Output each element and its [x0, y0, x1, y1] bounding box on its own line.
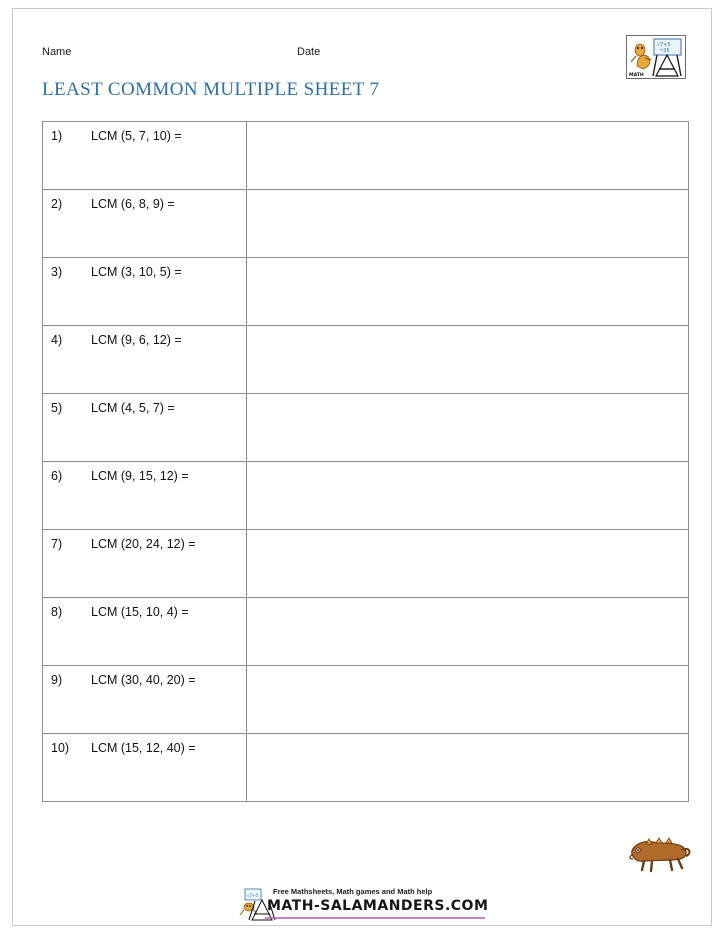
footer: [0, 887, 728, 926]
question-text: LCM (15, 10, 4) =: [91, 605, 189, 619]
question-cell: [43, 258, 247, 326]
question-number: 7): [51, 537, 63, 551]
footer-tagline: Free Mathsheets, Math games and Math help: [273, 887, 433, 896]
question-text: LCM (9, 15, 12) =: [91, 469, 189, 483]
question-cell: [43, 462, 247, 530]
question-number: 9): [51, 673, 63, 687]
question-text: LCM (4, 5, 7) =: [91, 401, 175, 415]
question-cell: [43, 122, 247, 190]
answer-cell[interactable]: [247, 122, 689, 190]
question-text: LCM (15, 12, 40) =: [91, 741, 196, 755]
questions-table: [42, 121, 689, 802]
question-cell: [43, 530, 247, 598]
answer-cell[interactable]: [247, 394, 689, 462]
question-text: LCM (9, 6, 12) =: [91, 333, 182, 347]
answer-cell[interactable]: [247, 462, 689, 530]
question-number: 2): [51, 197, 63, 211]
question-cell: [43, 326, 247, 394]
answer-cell[interactable]: [247, 326, 689, 394]
question-number: 1): [51, 129, 63, 143]
question-cell: [43, 666, 247, 734]
salamander-illustration: [626, 828, 692, 880]
page-title: LEAST COMMON MULTIPLE SHEET 7: [42, 79, 380, 100]
question-text: LCM (30, 40, 20) =: [91, 673, 196, 687]
table-row: [43, 734, 689, 802]
table-row: [43, 258, 689, 326]
question-cell: [43, 394, 247, 462]
table-row: [43, 122, 689, 190]
answer-cell[interactable]: [247, 734, 689, 802]
question-number: 8): [51, 605, 63, 619]
name-label: Name: [42, 46, 72, 58]
table-row: [43, 530, 689, 598]
date-label: Date: [297, 46, 321, 58]
question-number: 3): [51, 265, 63, 279]
question-text: LCM (20, 24, 12) =: [91, 537, 196, 551]
answer-cell[interactable]: [247, 258, 689, 326]
answer-cell[interactable]: [247, 530, 689, 598]
svg-text:¬35: ¬35: [659, 48, 670, 54]
question-number: 10): [51, 741, 70, 755]
answer-cell[interactable]: [247, 190, 689, 258]
svg-text:√7+5: √7+5: [657, 42, 671, 48]
worksheet-header: [42, 38, 686, 80]
table-row: [43, 598, 689, 666]
question-number: 5): [51, 401, 63, 415]
question-text: LCM (5, 7, 10) =: [91, 129, 182, 143]
svg-text:MATH: MATH: [629, 73, 644, 78]
question-text: LCM (3, 10, 5) =: [91, 265, 182, 279]
table-row: [43, 326, 689, 394]
math-salamanders-logo: [626, 35, 686, 79]
question-text: LCM (6, 8, 9) =: [91, 197, 175, 211]
svg-text:√7+5: √7+5: [247, 893, 258, 898]
answer-cell[interactable]: [247, 598, 689, 666]
table-row: [43, 462, 689, 530]
question-cell: [43, 190, 247, 258]
question-number: 4): [51, 333, 63, 347]
answer-cell[interactable]: [247, 666, 689, 734]
table-row: [43, 666, 689, 734]
question-cell: [43, 598, 247, 666]
question-cell: [43, 734, 247, 802]
footer-url[interactable]: MATH-SALAMANDERS.COM: [267, 898, 489, 914]
question-number: 6): [51, 469, 63, 483]
table-row: [43, 190, 689, 258]
table-row: [43, 394, 689, 462]
